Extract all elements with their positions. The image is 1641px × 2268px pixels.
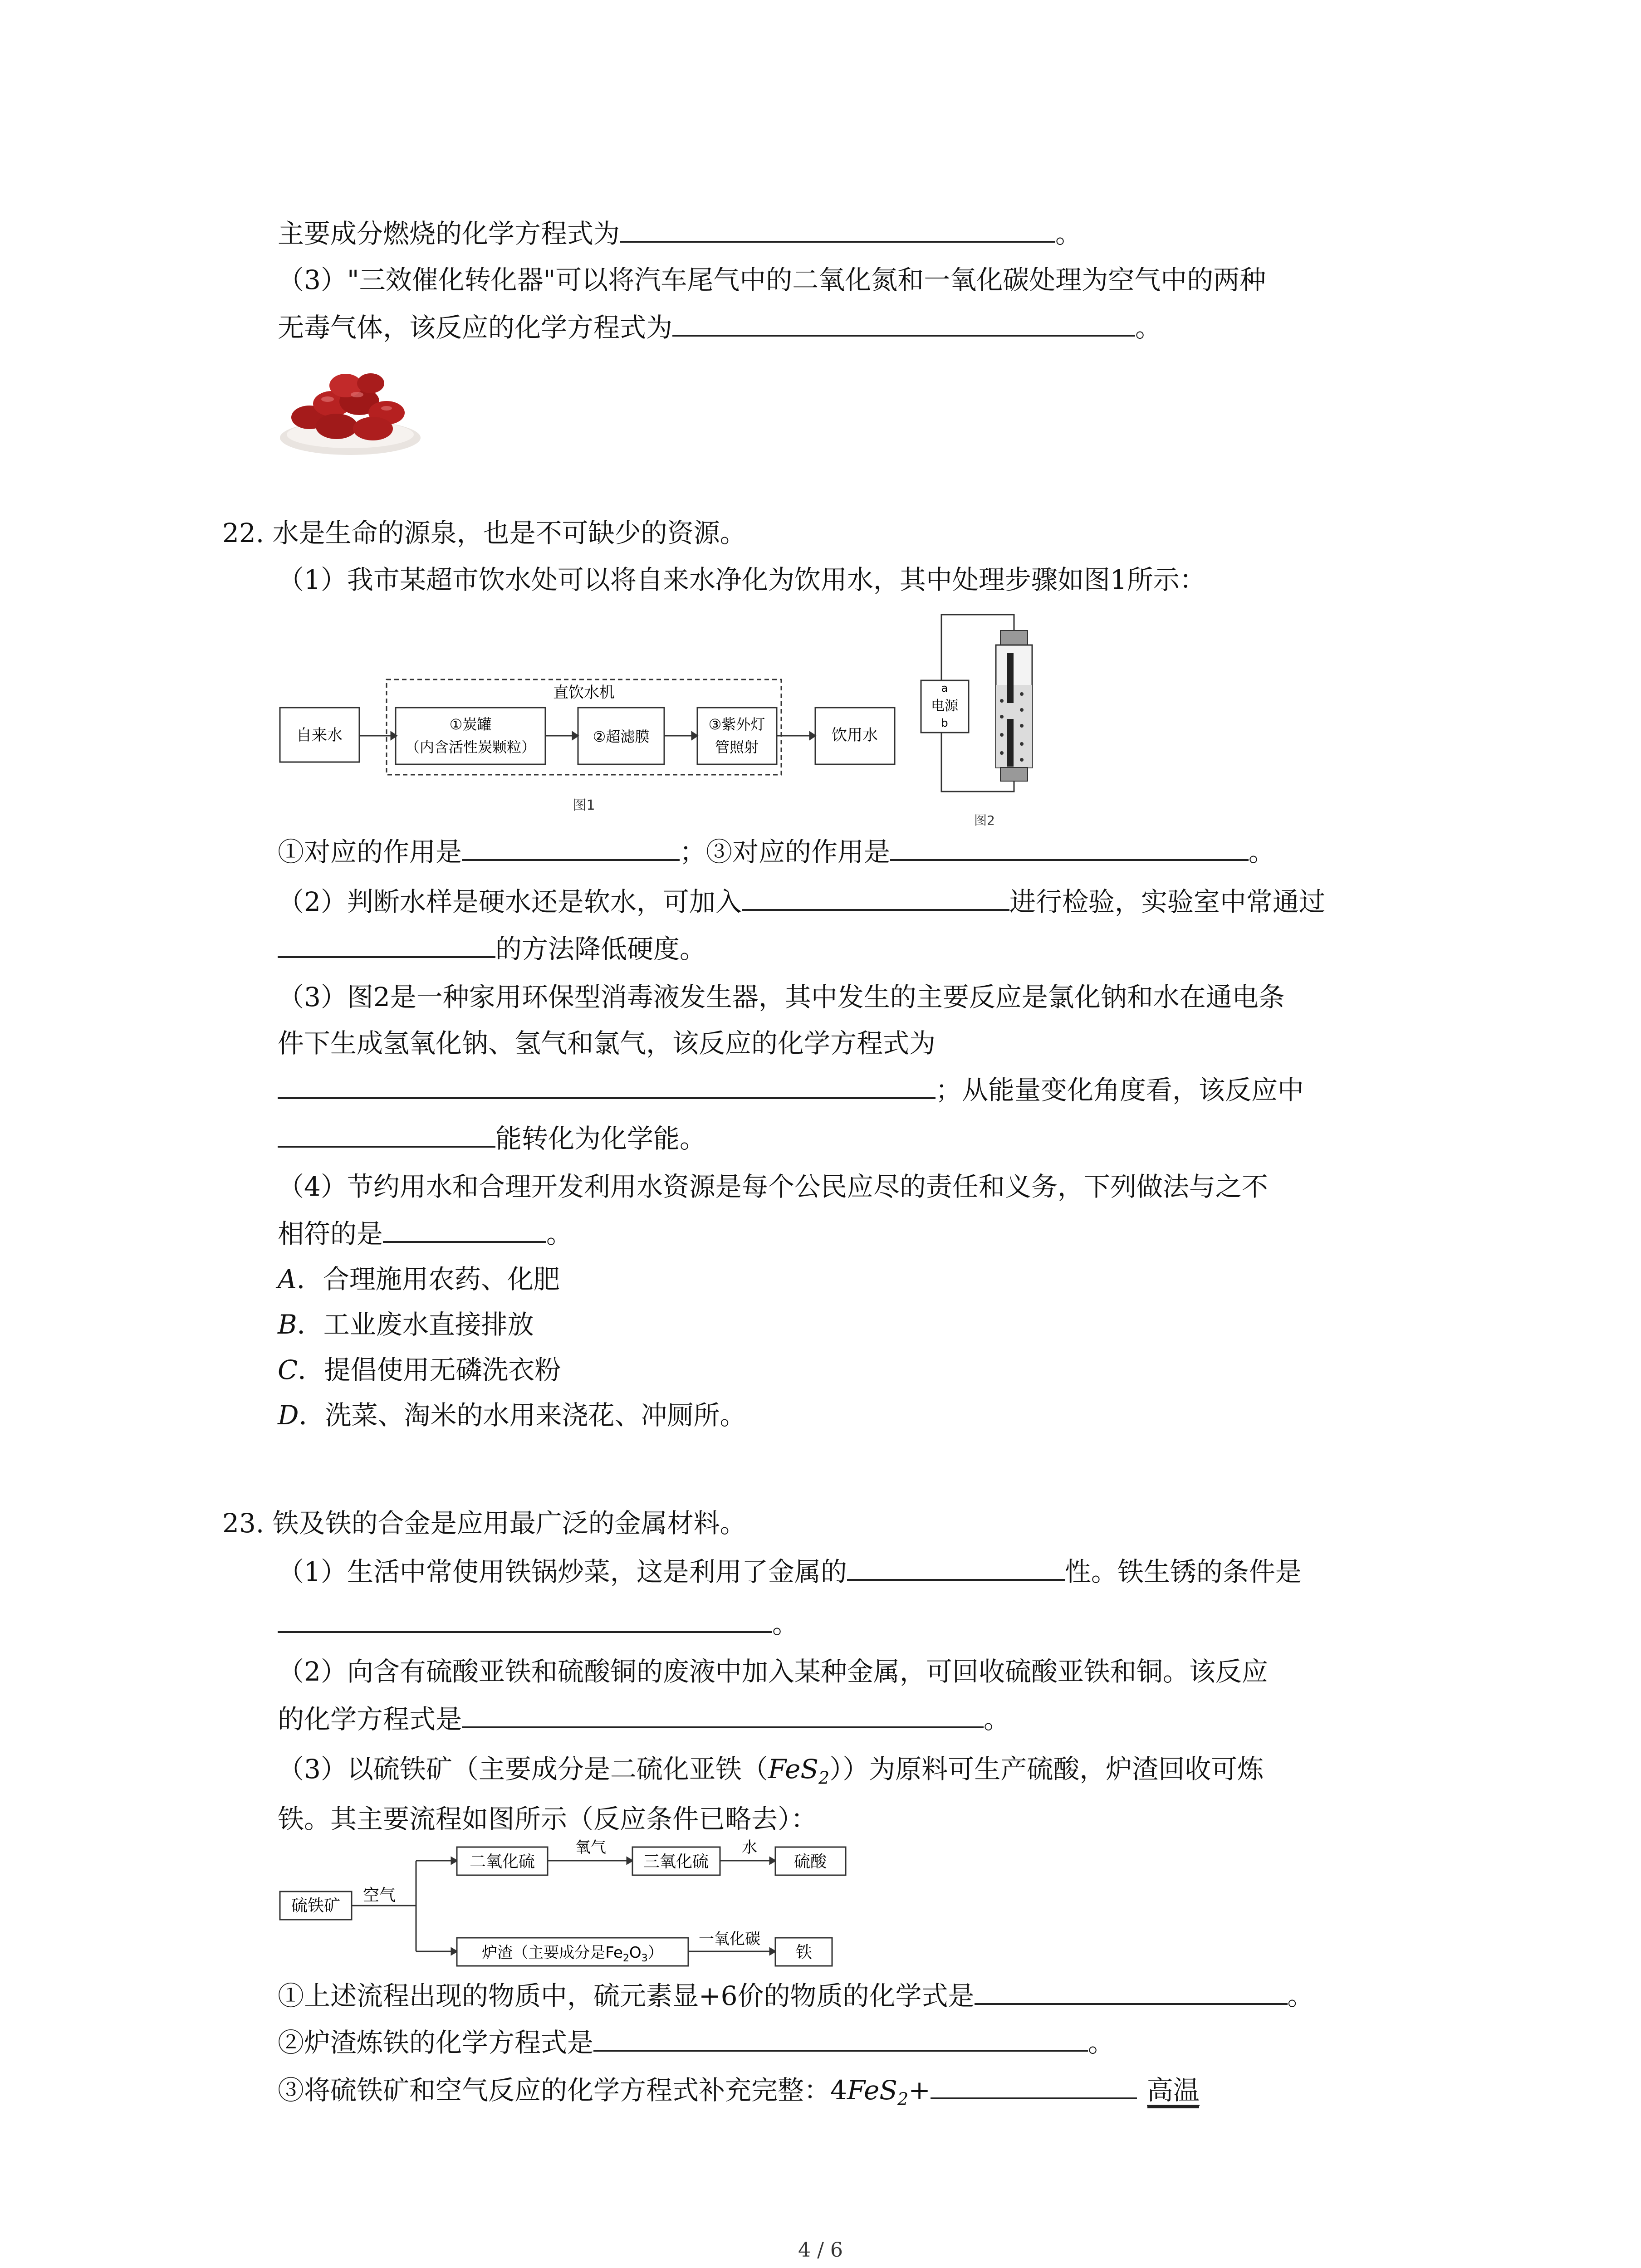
svg-text:b: b <box>941 717 948 729</box>
q22-part2: （2）判断水样是硬水还是软水，可加入 进行检验，实验室中常通过 <box>278 884 1325 920</box>
svg-text:硫酸: 硫酸 <box>794 1853 827 1871</box>
q23-stem: 23. 铁及铁的合金是应用最广泛的金属材料。 <box>222 1508 746 1539</box>
svg-text:二氧化硫: 二氧化硫 <box>469 1853 535 1871</box>
svg-text:②超滤膜: ②超滤膜 <box>593 728 650 745</box>
q23-sub1: ①上述流程出现的物质中，硫元素显+6价的物质的化学式是 。 <box>278 1978 1314 2014</box>
svg-text:a: a <box>941 682 948 694</box>
svg-text:一氧化碳: 一氧化碳 <box>699 1930 760 1948</box>
svg-text:管照射: 管照射 <box>715 738 759 756</box>
q23-part3-a: （3）以硫铁矿（主要成分是二硫化亚铁（FeS$_2$））为原料可生产硫酸，炉渣回收可炼 <box>278 1754 1264 1788</box>
q23-part2-b: 的化学方程式是 。 <box>278 1701 1010 1737</box>
answer-blank[interactable] <box>462 834 680 861</box>
svg-text:③紫外灯: ③紫外灯 <box>708 716 765 733</box>
q22-part3-a: （3）图2是一种家用环保型消毒液发生器，其中发生的主要反应是氯化钠和水在通电条 <box>278 982 1285 1012</box>
q23-part2-a: （2）向含有硫酸亚铁和硫酸铜的废液中加入某种金属，可回收硫酸亚铁和铜。该反应 <box>278 1656 1268 1687</box>
answer-blank[interactable] <box>593 2024 1088 2052</box>
answer-blank[interactable] <box>278 1120 495 1148</box>
svg-text:氧气: 氧气 <box>575 1838 606 1857</box>
q23-sub3: ③将硫铁矿和空气反应的化学方程式补充完整：4FeS$_2$+ 高温 <box>278 2072 1200 2117</box>
svg-text:三氧化硫: 三氧化硫 <box>643 1853 709 1871</box>
figure-2-caption: 图2 <box>974 813 995 828</box>
q23-part3-b: 铁。其主要流程如图所示（反应条件已略去）： <box>278 1804 818 1834</box>
q22-part3-d: 能转化为化学能。 <box>278 1120 706 1157</box>
page-number: 4 / 6 <box>798 2239 843 2262</box>
option-b[interactable]: B．工业废水直接排放 <box>278 1309 534 1340</box>
reaction-condition: 高温 <box>1146 2075 1200 2106</box>
q22-part3-c: ；从能量变化角度看，该反应中 <box>278 1072 1304 1108</box>
answer-blank[interactable] <box>462 1701 984 1728</box>
figure-1-caption: 图1 <box>573 797 595 813</box>
svg-text:电源: 电源 <box>931 698 958 714</box>
option-c[interactable]: C．提倡使用无磷洗衣粉 <box>278 1354 561 1385</box>
option-d[interactable]: D．洗菜、淘米的水用来浇花、冲厕所。 <box>278 1400 746 1431</box>
svg-text:空气: 空气 <box>362 1886 396 1905</box>
q22-part4-b: 相符的是 。 <box>278 1216 573 1252</box>
svg-text:硫铁矿: 硫铁矿 <box>291 1897 341 1915</box>
svg-text:①炭罐: ①炭罐 <box>449 716 492 733</box>
answer-blank[interactable] <box>383 1216 546 1243</box>
answer-blank[interactable] <box>278 1606 772 1633</box>
q23-part1-cont: 。 <box>278 1606 798 1642</box>
answer-blank[interactable] <box>620 215 1055 243</box>
q22-part4-a: （4）节约用水和合理开发利用水资源是每个公民应尽的责任和义务，下列做法与之不 <box>278 1171 1268 1202</box>
q22-stem: 22. 水是生命的源泉，也是不可缺少的资源。 <box>222 518 746 548</box>
q22-part3-b: 件下生成氢氧化钠、氢气和氯气，该反应的化学方程式为 <box>278 1028 936 1059</box>
answer-blank[interactable] <box>278 1072 936 1099</box>
q22-part1-question: ①对应的作用是 ；③对应的作用是 。 <box>278 834 1275 870</box>
jujube-dates-image <box>278 358 427 458</box>
svg-text:炉渣（主要成分是Fe2O3）: 炉渣（主要成分是$Fe_2O_3$） <box>482 1944 663 1964</box>
option-a[interactable]: A．合理施用农药、化肥 <box>278 1264 560 1295</box>
q23-part1: （1）生活中常使用铁锅炒菜，这是利用了金属的 性。铁生锈的条件是 <box>278 1554 1302 1590</box>
svg-text:铁: 铁 <box>795 1943 813 1962</box>
svg-text:（内含活性炭颗粒）: （内含活性炭颗粒） <box>405 738 536 756</box>
q21-line-3: 无毒气体，该反应的化学方程式为 。 <box>278 309 1161 346</box>
answer-blank[interactable] <box>847 1554 1065 1581</box>
q21-line-2: （3）"三效催化转化器"可以将汽车尾气中的二氧化氮和一氧化碳处理为空气中的两种 <box>278 264 1266 295</box>
q22-part1: （1）我市某超市饮水处可以将自来水净化为饮用水，其中处理步骤如图1所示： <box>278 564 1206 595</box>
answer-blank[interactable] <box>890 834 1249 861</box>
answer-blank[interactable] <box>672 309 1135 337</box>
answer-blank[interactable] <box>742 884 1009 911</box>
machine-label: 直饮水机 <box>553 684 615 702</box>
figure-1-flowchart <box>278 671 926 826</box>
q22-part2-cont: 的方法降低硬度。 <box>278 931 706 967</box>
svg-text:饮用水: 饮用水 <box>832 726 878 744</box>
answer-blank[interactable] <box>931 2072 1137 2099</box>
svg-text:自来水: 自来水 <box>296 726 343 744</box>
svg-text:水: 水 <box>742 1838 757 1857</box>
answer-blank[interactable] <box>975 1978 1288 2005</box>
answer-blank[interactable] <box>278 931 495 958</box>
q21-line-1: 主要成分燃烧的化学方程式为 。 <box>278 215 1082 252</box>
figure-2-disinfectant-generator <box>916 603 1053 830</box>
q23-sub2: ②炉渣炼铁的化学方程式是 。 <box>278 2024 1114 2061</box>
pyrite-process-flowchart <box>278 1837 881 1969</box>
